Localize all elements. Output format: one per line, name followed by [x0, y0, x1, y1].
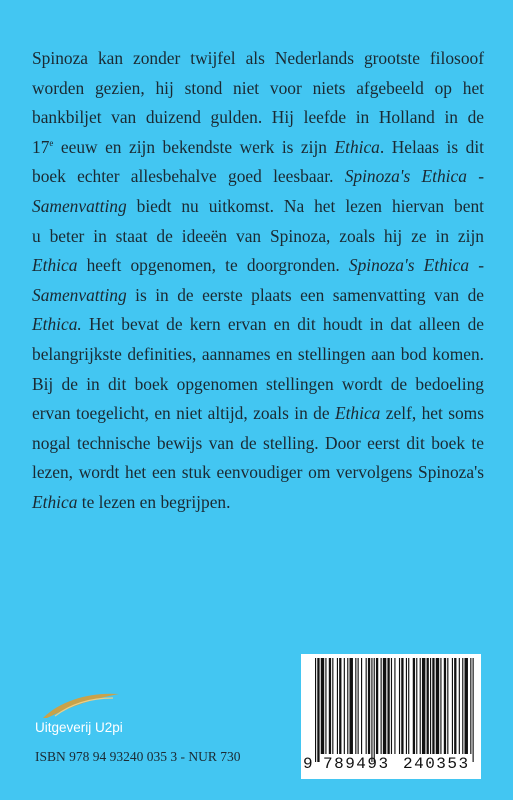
publisher-block — [35, 690, 195, 742]
barcode-bar — [355, 658, 356, 754]
barcode-bar — [321, 658, 324, 754]
blurb-line-2: worden gezien, hij stond niet voor niets afgebeeld op het — [32, 77, 484, 98]
blurb-line-16: Ethica te lezen en begrijpen. — [32, 491, 231, 512]
barcode-digits-left: 789493 — [323, 755, 390, 773]
barcode-bar — [436, 658, 439, 754]
blurb-line-8: Ethica heeft opgenomen, te doorgronden. Spinoza's Ethica - — [32, 255, 484, 276]
barcode-bar — [459, 658, 460, 754]
barcode-bar — [344, 658, 345, 754]
blurb-line-9: Samenvatting is in de eerste plaats een samenvatting van de — [32, 284, 484, 305]
barcode-bar — [337, 658, 338, 754]
blurb-line-14: nogal technische bewijs van de stelling. Door eerst dit boek te — [32, 432, 484, 453]
quill-logo-icon — [41, 690, 121, 720]
barcode-bar — [408, 658, 409, 754]
barcode-bar — [473, 658, 474, 762]
blurb-line-7: u beter in staat de ideeën van Spinoza, zoals hij ze in zijn — [32, 225, 484, 246]
barcode-digits-right: 240353 — [403, 755, 470, 773]
barcode-bar — [440, 658, 441, 754]
blurb-line-13: ervan toegelicht, en niet altijd, zoals in de Ethica zelf, het soms — [32, 403, 484, 424]
barcode-bar — [339, 658, 341, 754]
barcode-digit-first: 9 — [303, 755, 313, 773]
blurb-line-4: 17e eeuw en zijn bekendste werk is zijn Ethica. Helaas is dit — [32, 136, 484, 157]
barcode-bar — [430, 658, 431, 754]
barcode-bar — [358, 658, 359, 754]
publisher-name: Uitgeverij U2pi — [35, 720, 123, 735]
barcode-bar — [374, 658, 375, 762]
barcode-bar — [452, 658, 453, 754]
barcode-bar — [391, 658, 392, 754]
isbn-nur-line: ISBN 978 94 93240 035 3 - NUR 730 — [35, 749, 241, 764]
barcode-bar — [387, 658, 389, 754]
barcode-bar — [332, 658, 333, 754]
isbn-barcode — [301, 654, 481, 779]
barcode-bar — [361, 658, 362, 754]
barcode-bar — [462, 658, 463, 754]
barcode-bar — [315, 658, 316, 762]
barcode-bar — [383, 658, 386, 754]
barcode-bar — [347, 658, 348, 754]
barcode-bar — [427, 658, 429, 754]
blurb-line-12: Bij de in dit boek opgenomen stellingen wordt de bedoeling — [32, 373, 484, 394]
back-cover-blurb — [32, 44, 484, 518]
barcode-bar — [432, 658, 434, 754]
barcode-bar — [381, 658, 382, 754]
barcode-bar — [406, 658, 407, 754]
barcode-bar — [376, 658, 378, 754]
blurb-line-1: Spinoza kan zonder twijfel als Nederlands grootste filosoof — [32, 48, 484, 68]
barcode-bar — [329, 658, 331, 754]
blurb-line-15: lezen, wordt het een stuk eenvoudiger om vervolgens Spinoza's — [32, 462, 484, 483]
barcode-bar — [399, 658, 400, 754]
blurb-line-6: Samenvatting biedt nu uitkomst. Na het lezen hiervan bent — [32, 195, 484, 216]
barcode-bar — [416, 658, 417, 754]
barcode-bar — [454, 658, 456, 754]
barcode-bar — [366, 658, 367, 754]
barcode-digits — [301, 755, 481, 775]
barcode-bar — [465, 658, 468, 754]
blurb-line-11: belangrijkste definities, aannames en stellingen aan bod komen. — [32, 343, 484, 364]
barcode-bar — [444, 658, 446, 754]
barcode-bar — [371, 658, 372, 762]
barcode-bar — [422, 658, 425, 754]
barcode-bar — [350, 658, 353, 754]
barcode-bar — [325, 658, 326, 754]
barcode-bar — [368, 658, 370, 754]
barcode-bar — [413, 658, 415, 754]
barcode-bar — [401, 658, 403, 754]
barcode-bar — [447, 658, 448, 754]
blurb-line-10: Ethica. Het bevat de kern ervan en dit houdt in dat alleen de — [32, 314, 484, 335]
barcode-bar — [394, 658, 395, 754]
barcode-bar — [470, 658, 471, 754]
blurb-line-5: boek echter allesbehalve goed leesbaar. Spinoza's Ethica - — [32, 166, 484, 187]
blurb-line-3: bankbiljet van duizend gulden. Hij leefde in Holland in de — [32, 107, 484, 128]
barcode-bar — [420, 658, 421, 754]
barcode-bar — [317, 658, 319, 762]
